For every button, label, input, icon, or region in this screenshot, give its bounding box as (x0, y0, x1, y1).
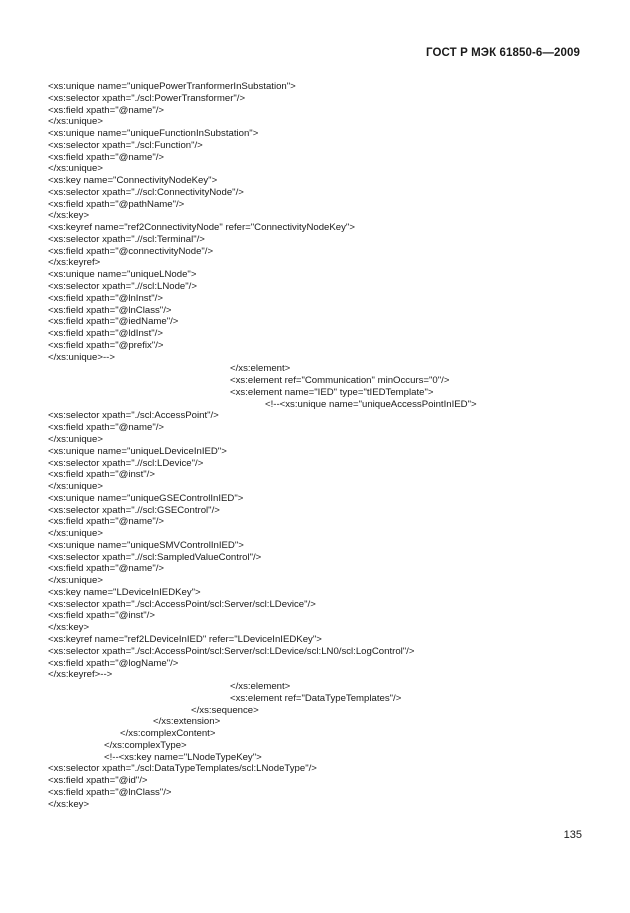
code-line: <xs:unique name="uniqueLDeviceInIED"> (48, 445, 227, 457)
code-line: <xs:keyref name="ref2ConnectivityNode" refer="ConnectivityNodeKey"> (48, 222, 355, 234)
code-line: <xs:field xpath="@name"/> (48, 422, 165, 434)
code-line: <xs:field xpath="@logName"/> (48, 657, 179, 669)
code-line: <xs:field xpath="@ldInst"/> (48, 328, 163, 340)
code-line: <xs:element name="IED" type="tIEDTemplate"> (230, 386, 434, 398)
code-line: <xs:unique name="uniquePowerTranformerInSubstation"> (48, 81, 296, 92)
code-line: </xs:key> (48, 798, 90, 810)
code-line: <xs:key name="LDeviceInIEDKey"> (48, 586, 201, 598)
code-line: <xs:field xpath="@name"/> (48, 516, 165, 528)
code-line: <!--<xs:key name="LNodeTypeKey"> (104, 751, 262, 763)
code-line: <!--<xs:unique name="uniqueAccessPointInIED"> (265, 398, 477, 410)
code-line: </xs:unique> (48, 116, 103, 128)
code-line: <xs:selector xpath="./scl:DataTypeTemplates/scl:LNodeType"/> (48, 763, 317, 775)
code-line: <xs:selector xpath="./scl:AccessPoint/scl:Server/scl:LDevice"/> (48, 598, 316, 610)
code-line: <xs:selector xpath=".//scl:Terminal"/> (48, 233, 205, 245)
code-line: </xs:extension> (153, 716, 221, 728)
code-line: <xs:selector xpath="./scl:PowerTransformer"/> (48, 92, 246, 104)
code-line: <xs:selector xpath=".//scl:GSEControl"/> (48, 504, 220, 516)
code-line: <xs:field xpath="@inst"/> (48, 469, 155, 481)
code-line: <xs:keyref name="ref2LDeviceInIED" refer="LDeviceInIEDKey"> (48, 633, 322, 645)
code-line: <xs:unique name="uniqueLNode"> (48, 269, 197, 281)
code-line: <xs:unique name="uniqueFunctionInSubstation"> (48, 128, 259, 140)
code-line: <xs:selector xpath="./scl:AccessPoint/scl:Server/scl:LDevice/scl:LN0/scl:LogControl"/> (48, 645, 415, 657)
code-line: <xs:selector xpath=".//scl:LNode"/> (48, 281, 197, 293)
code-line: </xs:keyref> (48, 257, 101, 269)
code-line: </xs:complexType> (104, 739, 187, 751)
code-line: <xs:field xpath="@lnClass"/> (48, 786, 172, 798)
code-line: <xs:selector xpath="./scl:Function"/> (48, 139, 203, 151)
code-line: </xs:key> (48, 622, 90, 634)
code-line: <xs:field xpath="@name"/> (48, 151, 165, 163)
code-line: <xs:unique name="uniqueGSEControlInIED"> (48, 492, 244, 504)
code-line: <xs:field xpath="@connectivityNode"/> (48, 245, 214, 257)
code-line: </xs:element> (230, 363, 291, 375)
document-standard-id: ГОСТ Р МЭК 61850-6—2009 (426, 47, 580, 59)
code-line: <xs:field xpath="@name"/> (48, 563, 165, 575)
code-line: <xs:field xpath="@pathName"/> (48, 198, 185, 210)
xml-schema-listing (0, 81, 630, 810)
code-line: <xs:field xpath="@prefix"/> (48, 339, 164, 351)
page-number: 135 (563, 829, 582, 841)
code-line: <xs:field xpath="@iedName"/> (48, 316, 179, 328)
code-line: </xs:sequence> (191, 704, 259, 716)
code-line: </xs:unique> (48, 528, 103, 540)
code-line: <xs:field xpath="@id"/> (48, 775, 148, 787)
code-line: <xs:field xpath="@lnClass"/> (48, 304, 172, 316)
code-line: </xs:unique> (48, 481, 103, 493)
code-line: <xs:element ref="Communication" minOccurs="0"/> (230, 375, 450, 387)
code-line: </xs:unique> (48, 163, 103, 175)
code-line: </xs:key> (48, 210, 90, 222)
code-line: </xs:keyref>--> (48, 669, 113, 681)
code-line: <xs:unique name="uniqueSMVControlInIED"> (48, 539, 244, 551)
code-line: </xs:element> (230, 681, 291, 693)
code-line: <xs:element ref="DataTypeTemplates"/> (230, 692, 402, 704)
code-line: <xs:field xpath="@lnInst"/> (48, 292, 163, 304)
code-line: <xs:selector xpath=".//scl:SampledValueControl"/> (48, 551, 262, 563)
code-line: <xs:key name="ConnectivityNodeKey"> (48, 175, 218, 187)
code-line: <xs:selector xpath=".//scl:LDevice"/> (48, 457, 204, 469)
code-line: <xs:selector xpath=".//scl:ConnectivityNode"/> (48, 186, 244, 198)
code-line: <xs:field xpath="@name"/> (48, 104, 165, 116)
code-line: <xs:field xpath="@inst"/> (48, 610, 155, 622)
code-line: </xs:complexContent> (120, 728, 216, 740)
code-line: </xs:unique>--> (48, 351, 115, 363)
code-line: </xs:unique> (48, 433, 103, 445)
code-line: </xs:unique> (48, 575, 103, 587)
code-line: <xs:selector xpath="./scl:AccessPoint"/> (48, 410, 219, 422)
